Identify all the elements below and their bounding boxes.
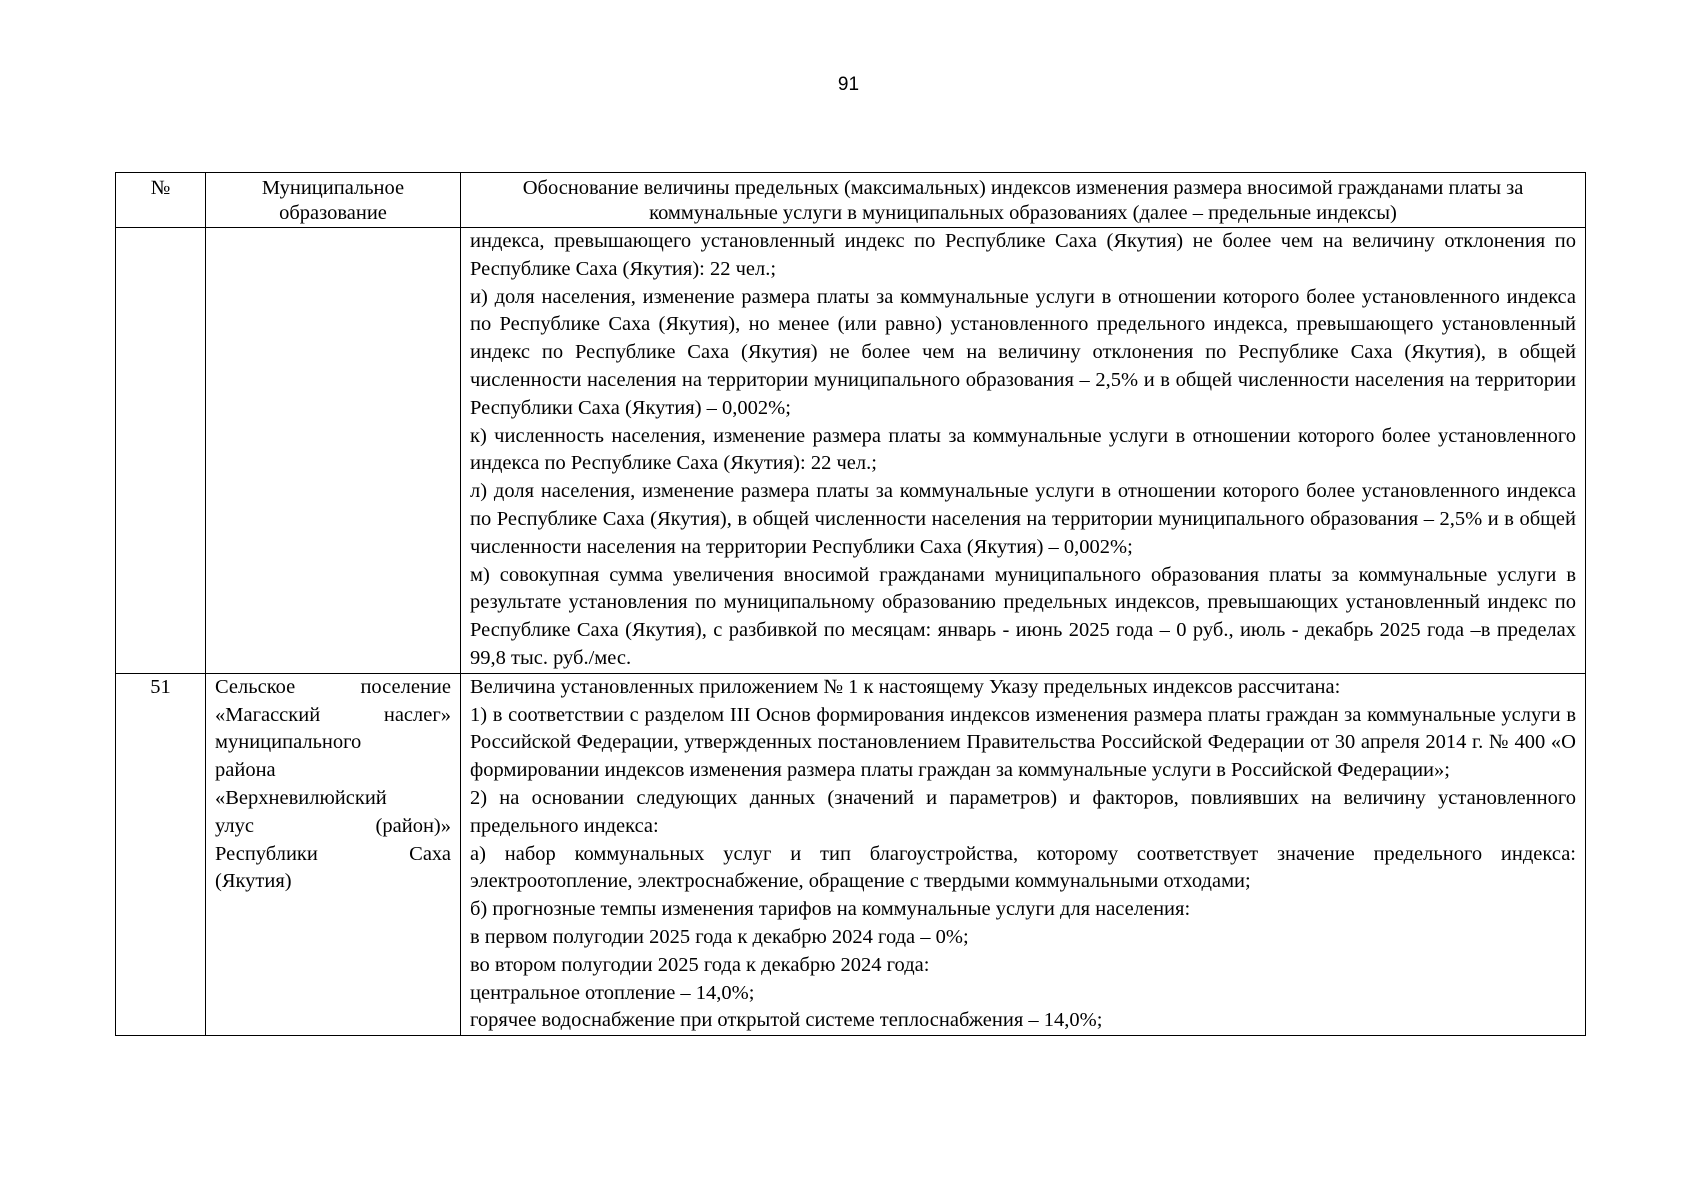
paragraph: индекса, превышающего установленный индекс по Республике Саха (Якутия) не более чем на величину отклонения по Республике Саха (Якутия): 22 чел.; [470, 230, 1576, 280]
municipality-word: поселение [360, 675, 451, 698]
table-row-continuation [116, 228, 1586, 674]
municipality-line [215, 757, 451, 785]
municipality-line [215, 729, 451, 757]
page-number: 91 [837, 74, 860, 95]
paragraph: и) доля населения, изменение размера платы за коммунальные услуги в отношении которого более установленного индекса по Республике Саха (Якутия), но менее (или равно) установленного предельного индекса, превышающего установленный индекс по Республике Саха (Якутия) не более чем на величину отклонения по Республике Саха (Якутия), в общей численности населения на территории муниципального образования – 2,5% и в общей численности населения на территории Республики Саха (Якутия) – 0,002%; [470, 285, 1576, 419]
municipality-word: муниципального [215, 731, 362, 754]
municipality-word: района [215, 759, 276, 782]
row-51-num-cell: 51 [116, 673, 206, 1035]
row-51-text-cell [461, 673, 1586, 1035]
municipality-word: (район)» [375, 814, 451, 837]
paragraph: м) совокупная сумма увеличения вносимой гражданами муниципального образования платы за коммунальные услуги в результате установления по муниципальному образованию предельных индексов, превышающих установленный индекс по Республике Саха (Якутия), с разбивкой по месяцам: январь - июнь 2025 года – 0 руб., июль - декабрь 2025 года –в пределах 99,8 тыс. руб./мес. [470, 563, 1576, 669]
municipality-word: «Магасский [215, 703, 321, 726]
justification-table [115, 172, 1586, 1036]
row-51-municipality-cell [206, 673, 461, 1035]
municipality-word: наслег» [383, 703, 451, 726]
table-header-row [116, 173, 1586, 228]
header-justification: Обоснование величины предельных (максимальных) индексов изменения размера вносимой гражданами платы за коммунальные услуги в муниципальных образованиях (далее – предельные индексы) [461, 173, 1586, 228]
paragraph: б) прогнозные темпы изменения тарифов на коммунальные услуги для населения: [470, 898, 1191, 921]
municipality-line [215, 813, 451, 841]
paragraph: л) доля населения, изменение размера платы за коммунальные услуги в отношении которого более установленного индекса по Республике Саха (Якутия), в общей численности населения на территории муниципального образования – 2,5% и в общей численности населения на территории Республики Саха (Якутия) – 0,002%; [470, 480, 1576, 558]
paragraph: в первом полугодии 2025 года к декабрю 2024 года – 0%; [470, 925, 969, 948]
continuation-num-cell [116, 228, 206, 674]
continuation-municipality-cell [206, 228, 461, 674]
paragraph: 1) в соответствии с разделом III Основ формирования индексов изменения размера платы граждан за коммунальные услуги в Российской Федерации, утвержденных постановлением Правительства Российской Федерации от 30 апреля 2014 г. № 400 «О формировании индексов изменения размера платы граждан за коммунальные услуги в Российской Федерации»; [470, 703, 1576, 782]
municipality-line [215, 785, 451, 813]
municipality-word: Республики [215, 842, 318, 865]
municipality-word: Саха [409, 842, 451, 865]
municipality-line [215, 841, 451, 869]
municipality-line [215, 868, 451, 896]
paragraph: центральное отопление – 14,0%; [470, 981, 755, 1004]
paragraph: 2) на основании следующих данных (значений и параметров) и факторов, повлиявших на величину установленного предельного индекса: [470, 786, 1576, 837]
paragraph: а) набор коммунальных услуг и тип благоустройства, которому соответствует значение предельного индекса: электроотопление, электроснабжение, обращение с твердыми коммунальными отходами; [470, 842, 1576, 893]
paragraph: во втором полугодии 2025 года к декабрю 2024 года: [470, 953, 930, 976]
municipality-word: (Якутия) [215, 870, 292, 893]
municipality-word: «Верхневилюйский [215, 786, 387, 809]
continuation-text-cell [461, 228, 1586, 674]
paragraph: Величина установленных приложением № 1 к настоящему Указу предельных индексов рассчитана: [470, 675, 1341, 698]
table-row-51 [116, 673, 1586, 1035]
paragraph: к) численность населения, изменение размера платы за коммунальные услуги в отношении которого более установленного индекса по Республике Саха (Якутия): 22 чел.; [470, 424, 1576, 475]
municipality-line [215, 674, 451, 702]
municipality-word: Сельское [215, 675, 296, 698]
municipality-line [215, 702, 451, 730]
municipality-word: улус [215, 814, 254, 837]
header-num: № [116, 173, 206, 228]
header-municipality: Муниципальное образование [206, 173, 461, 228]
paragraph: горячее водоснабжение при открытой системе теплоснабжения – 14,0%; [470, 1009, 1103, 1032]
